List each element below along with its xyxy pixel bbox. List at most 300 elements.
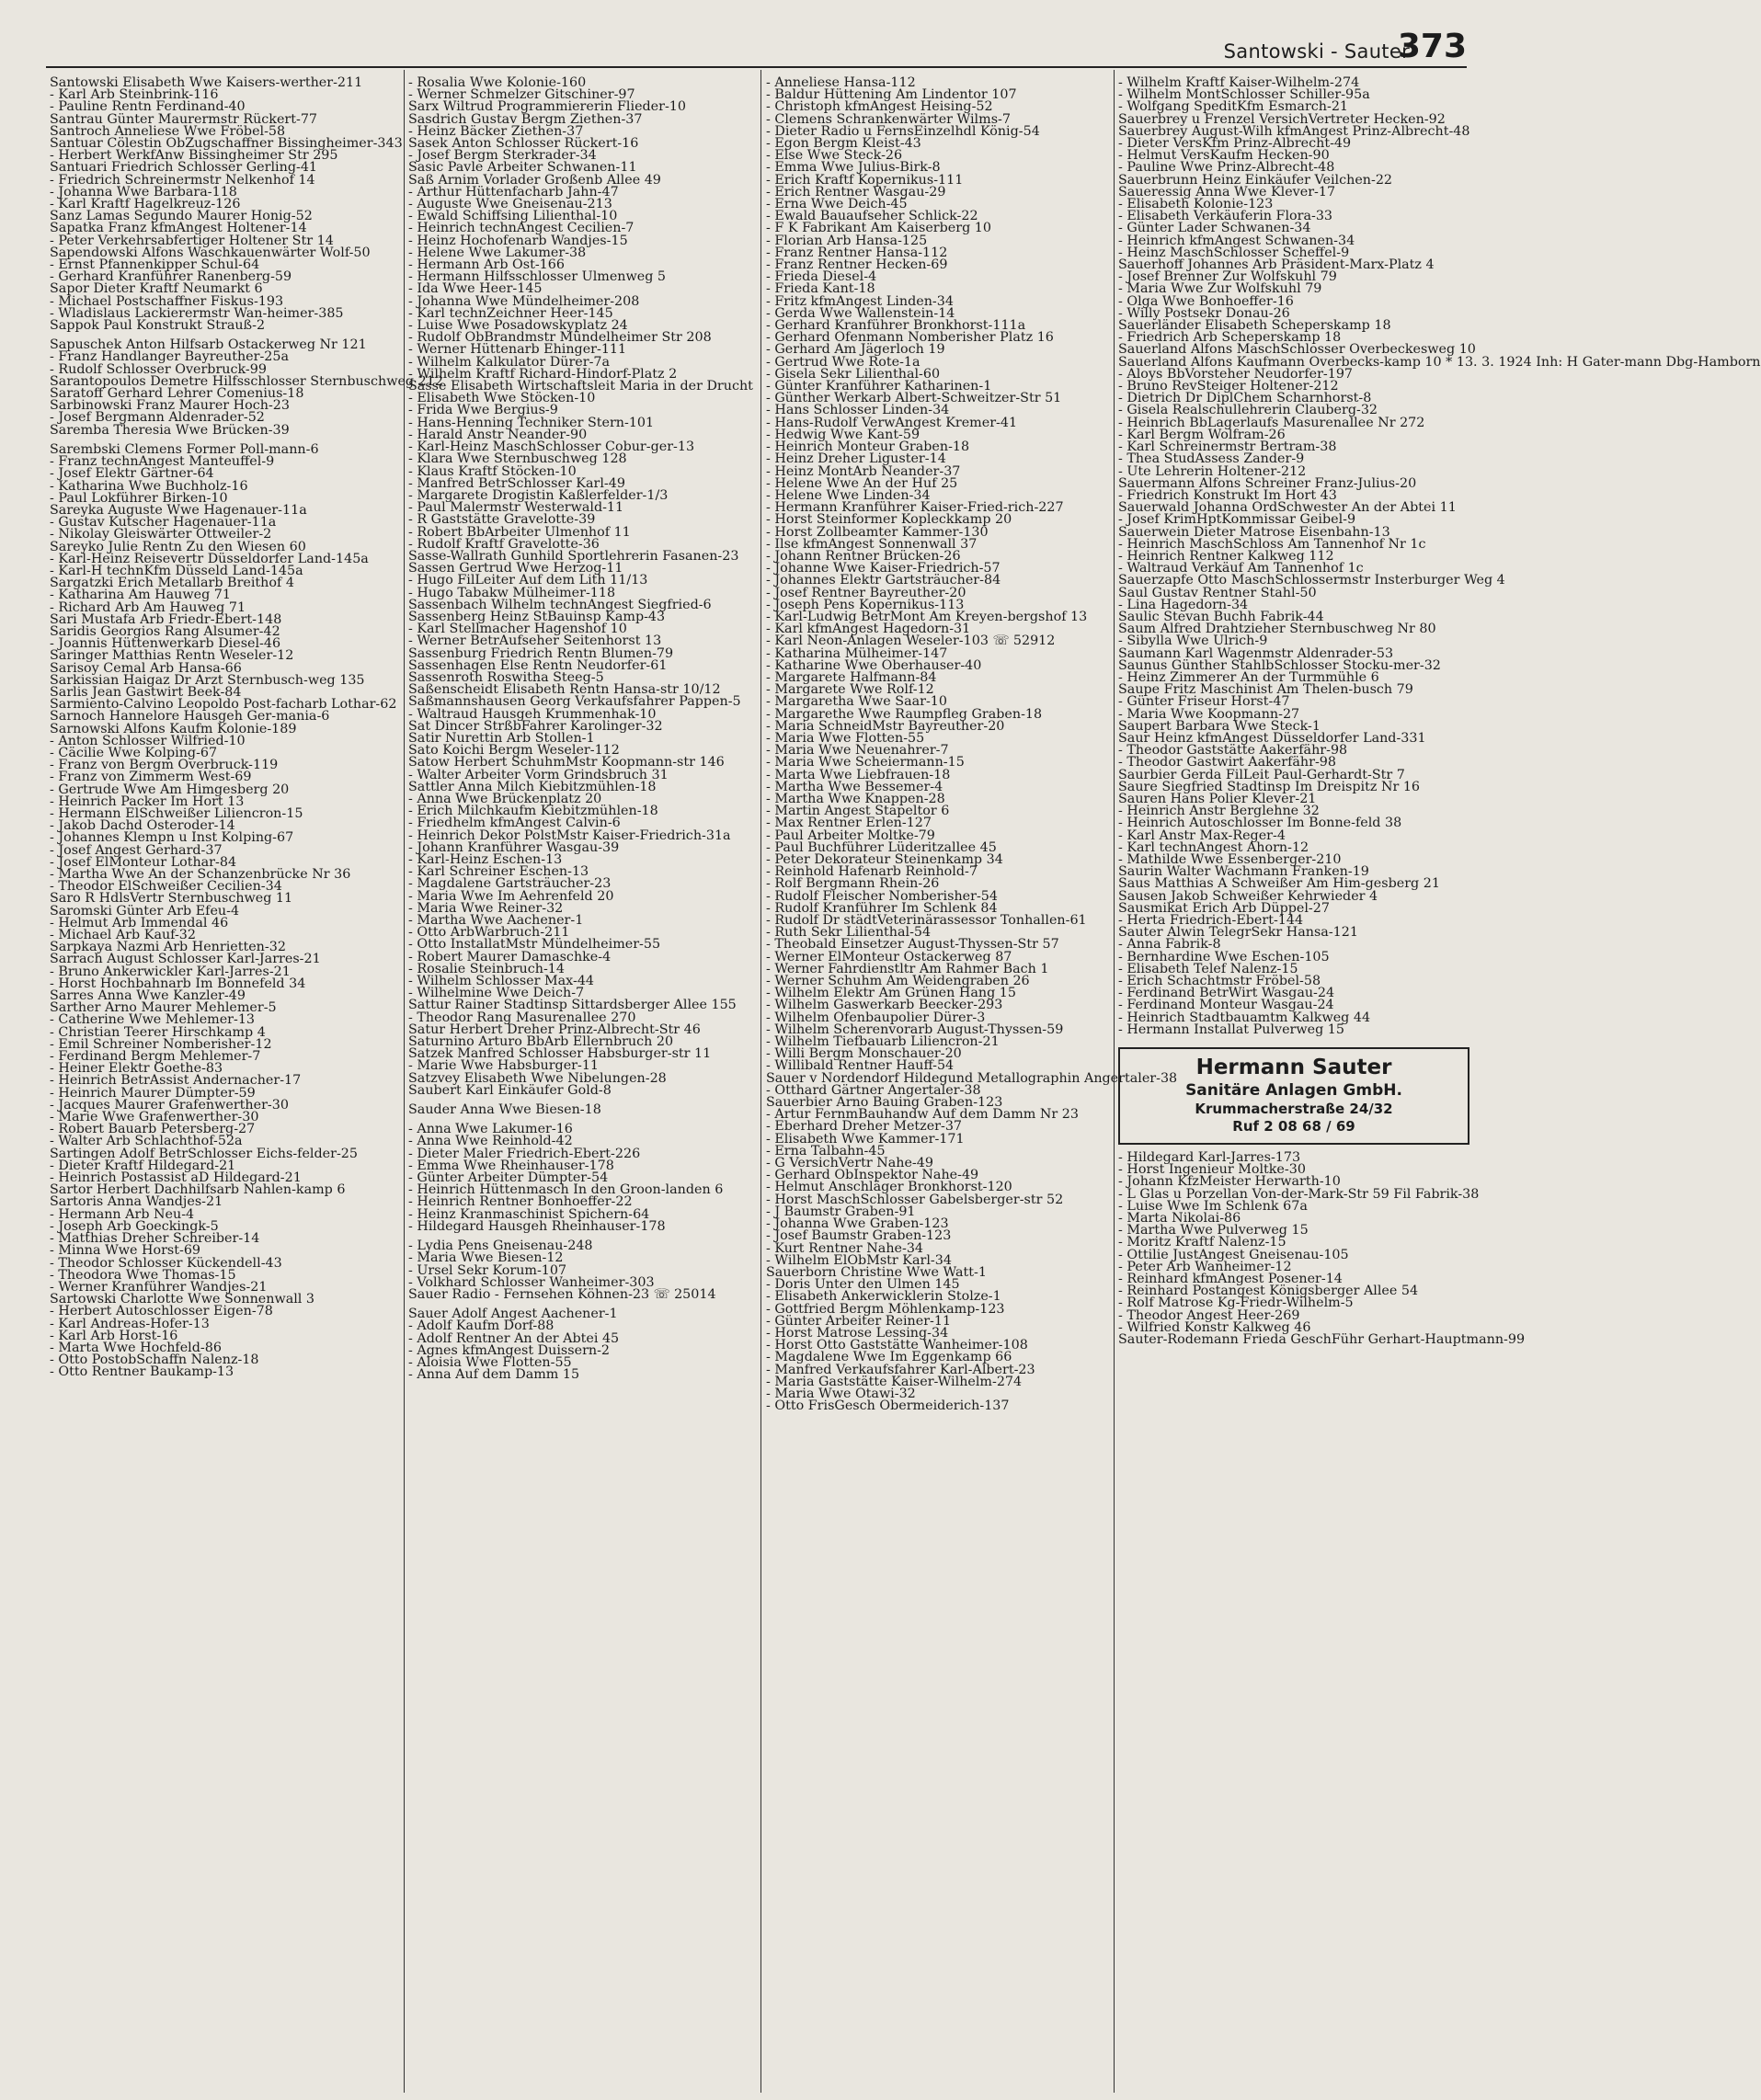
directory-entry: - Erich Schachtmstr Fröbel-58 (1118, 974, 1321, 989)
directory-entry: - Anna Fabrik-8 (1118, 937, 1221, 953)
directory-entry: - Hugo Tabakw Mülheimer-118 (408, 585, 616, 600)
directory-entry: - Artur FernmBauhandw Auf dem Damm Nr 23 (766, 1107, 1079, 1123)
directory-entry: - Otto PostobSchaffn Nalenz-18 (50, 1352, 259, 1368)
directory-entry: - Robert Bauarb Petersberg-27 (50, 1122, 256, 1137)
advertisement-box (1118, 1047, 1469, 1145)
directory-entry: - Wilhelm Gaswerkarb Beecker-293 (766, 998, 1003, 1013)
directory-entry: - Horst Otto Gaststätte Wanheimer-108 (766, 1338, 1028, 1353)
directory-entry: Sat Dincer StrßbFahrer Karolinger-32 (408, 718, 663, 734)
directory-entry: - Wilhelm MontSchlosser Schiller-95a (1118, 87, 1370, 103)
directory-entry: - Maria Wwe Im Aehrenfeld 20 (408, 888, 614, 904)
directory-entry: Saupe Fritz Maschinist Am Thelen-busch 79 (1118, 682, 1413, 698)
directory-entry: Sari Mustafa Arb Friedr-Ebert-148 (50, 611, 282, 627)
directory-entry: Saß Arnim Vorlader Großenb Allee 49 (408, 172, 661, 188)
directory-entry: - Kurt Rentner Nahe-34 (766, 1240, 924, 1256)
directory-entry: - Werner Hüttenarb Ehinger-111 (408, 342, 627, 358)
directory-entry: - Gerhard ObInspektor Nahe-49 (766, 1168, 979, 1183)
directory-entry: - Gerhard Kranführer Ranenberg-59 (50, 269, 292, 285)
directory-entry: - Anneliese Hansa-112 (766, 75, 916, 90)
directory-entry: - Karl Schreiner Eschen-13 (408, 864, 589, 880)
directory-entry: Sapatka Franz kfmAngest Holtener-14 (50, 221, 307, 236)
directory-entry: Santuari Friedrich Schlosser Gerling-41 (50, 160, 318, 176)
directory-entry: Sarther Arno Maurer Mehlemer-5 (50, 1000, 277, 1016)
directory-column-1 (50, 75, 443, 2093)
directory-entry: - Karl-Heinz Eschen-13 (408, 852, 563, 867)
directory-entry: - Marta Wwe Liebfrauen-18 (766, 767, 951, 782)
directory-entry: - Manfred Verkaufsfahrer Karl-Albert-23 (766, 1362, 1035, 1377)
directory-entry: - Aloys BbVorsteher Neudorfer-197 (1118, 366, 1354, 382)
directory-entry: Sauter-Rodemann Frieda GeschFühr Gerhart-Hauptmann-99 (1118, 1332, 1526, 1348)
directory-entry: - Egon Bergm Kleist-43 (766, 136, 921, 152)
directory-entry: - Rolf Bergmann Rhein-26 (766, 876, 940, 892)
directory-entry: - Otto ArbWarbruch-211 (408, 925, 570, 941)
directory-entry: Sausen Jakob Schweißer Kehrwieder 4 (1118, 888, 1378, 904)
directory-entry: - J Baumstr Graben-91 (766, 1204, 916, 1219)
directory-entry: - Heinrich Dekor PolstMstr Kaiser-Friedrich-31a (408, 827, 731, 843)
directory-entry: Sarantopoulos Demetre Hilfsschlosser Sternbuschweg 212 (50, 373, 443, 389)
directory-entry: - Hermann ElSchweißer Liliencron-15 (50, 805, 303, 821)
directory-entry: Saratoff Gerhard Lehrer Comenius-18 (50, 386, 304, 402)
directory-entry: - Josef ElMonteur Lothar-84 (50, 854, 237, 870)
directory-entry: - Elisabeth Wwe Stöcken-10 (408, 391, 596, 406)
directory-entry: - Hedwig Wwe Kant-59 (766, 427, 921, 442)
directory-entry: - Rudolf Schlosser Overbruck-99 (50, 361, 267, 377)
directory-entry: - Adolf Kaufm Dorf-88 (408, 1318, 555, 1334)
directory-entry: - Karl-Heinz MaschSchlosser Cobur-ger-13 (408, 439, 695, 455)
directory-entry: - Rudolf Kraftf Gravelotte-36 (408, 536, 600, 552)
directory-entry: Santroch Anneliese Wwe Fröbel-58 (50, 123, 286, 139)
directory-entry: - Otthard Gärtner Angertaler-38 (766, 1082, 981, 1098)
directory-entry: Sassenburg Friedrich Rentn Blumen-79 (408, 645, 674, 661)
directory-entry: - Josef Brenner Zur Wolfskuhl 79 (1118, 269, 1337, 285)
directory-entry: - Franz von Zimmerm West-69 (50, 770, 252, 785)
directory-entry: - Heinz Bäcker Ziethen-37 (408, 123, 584, 139)
directory-entry: - Magdalene Wwe Im Eggenkamp 66 (766, 1350, 1012, 1365)
directory-entry: Saul Gustav Rentner Stahl-50 (1118, 585, 1317, 600)
directory-entry: - Ferdinand BetrWirt Wasgau-24 (1118, 986, 1335, 1001)
directory-entry: Sauerländer Elisabeth Scheperskamp 18 (1118, 318, 1391, 334)
directory-entry: - Hermann Arb Neu-4 (50, 1206, 195, 1222)
directory-entry: Sauter Alwin TelegrSekr Hansa-121 (1118, 925, 1358, 941)
directory-entry: - Paul Lokführer Birken-10 (50, 490, 228, 506)
directory-entry: Sattler Anna Milch Kiebitzmühlen-18 (408, 779, 657, 794)
directory-entry: - Katharine Wwe Oberhauser-40 (766, 657, 982, 673)
directory-entry: - Werner BetrAufseher Seitenhorst 13 (408, 633, 662, 649)
directory-entry: - Helene Wwe An der Huf 25 (766, 475, 958, 491)
directory-entry: - Michael Arb Kauf-32 (50, 928, 196, 943)
directory-entry: - Helmut Anschläger Bronkhorst-120 (766, 1180, 1012, 1195)
directory-entry: - Katharina Mülheimer-147 (766, 645, 948, 661)
directory-entry: - Willibald Rentner Hauff-54 (766, 1058, 955, 1074)
directory-entry: - Erich Milchkaufm Kiebitzmühlen-18 (408, 804, 658, 819)
directory-entry: - Heinz MontArb Neander-37 (766, 463, 961, 479)
directory-entry: - Gerda Wwe Wallenstein-14 (766, 305, 955, 321)
directory-entry: Sarnowski Alfons Kaufm Kolonie-189 (50, 721, 297, 736)
directory-entry: - Max Rentner Erlen-127 (766, 816, 932, 831)
directory-entry: Sauerbrunn Heinz Einkäufer Veilchen-22 (1118, 172, 1393, 188)
directory-entry: - Horst MaschSchlosser Gabelsberger-str 52 (766, 1192, 1064, 1207)
directory-entry: - Werner Schmelzer Gitschiner-97 (408, 87, 635, 103)
directory-entry: - Dieter Maler Friedrich-Ebert-226 (408, 1146, 641, 1161)
directory-entry: - Wilhelmine Wwe Deich-7 (408, 986, 585, 1001)
directory-entry: - Florian Arb Hansa-125 (766, 233, 928, 248)
directory-entry: - Karl Schreinermstr Bertram-38 (1118, 439, 1337, 455)
directory-entry: - Heinrich Packer Im Hort 13 (50, 793, 245, 809)
directory-entry: - Theodora Wwe Thomas-15 (50, 1267, 236, 1283)
directory-entry: - Anton Schlosser Wilfried-10 (50, 733, 246, 748)
directory-entry: - Thea StudAssess Zander-9 (1118, 451, 1305, 467)
directory-entry: - Ferdinand Monteur Wasgau-24 (1118, 998, 1334, 1013)
directory-entry: Sasse-Wallrath Gunhild Sportlehrerin Fasanen-23 (408, 548, 739, 564)
ad-line2: Sanitäre Anlagen GmbH. (1185, 1081, 1402, 1101)
directory-entry: - Heinrich BetrAssist Andernacher-17 (50, 1073, 302, 1089)
directory-entry: - Gertrud Wwe Rote-1a (766, 354, 921, 370)
directory-entry: - Martha Wwe Pulverweg 15 (1118, 1223, 1309, 1238)
directory-entry: - Johann KfzMeister Herwarth-10 (1118, 1174, 1341, 1190)
directory-entry: Sappok Paul Konstrukt Strauß-2 (50, 318, 266, 334)
directory-entry: - Maria Wwe Otawi-32 (766, 1386, 916, 1401)
directory-entry: Saubert Karl Einkäufer Gold-8 (408, 1082, 612, 1098)
directory-entry: Sarres Anna Wwe Kanzler-49 (50, 988, 246, 1004)
directory-entry: - Gertrude Wwe Am Himgesberg 20 (50, 782, 290, 797)
directory-entry: - Heinrich kfmAngest Schwanen-34 (1118, 233, 1355, 248)
directory-entry: - Erich Kraftf Kopernikus-111 (766, 172, 964, 188)
directory-entry: - Maria Wwe Scheiermann-15 (766, 755, 965, 770)
directory-entry: - Frieda Diesel-4 (766, 269, 877, 285)
directory-entry: - Elisabeth Telef Nalenz-15 (1118, 961, 1298, 976)
ad-line3: Krummacherstraße 24/32 (1195, 1101, 1393, 1118)
directory-entry: - Johanna Wwe Graben-123 (766, 1216, 949, 1232)
directory-entry: - Auguste Wwe Gneisenau-213 (408, 197, 612, 212)
directory-entry: - Karl Bergm Wolfram-26 (1118, 427, 1286, 442)
directory-entry: - Karl Andreas-Hofer-13 (50, 1316, 210, 1331)
directory-entry: - Helmut VersKaufm Hecken-90 (1118, 148, 1330, 164)
directory-entry: Sasdrich Gustav Bergm Ziethen-37 (408, 111, 643, 127)
directory-entry: - Harald Anstr Neander-90 (408, 427, 588, 442)
directory-entry: - Heinz Zimmerer An der Turmmühle 6 (1118, 669, 1379, 685)
directory-entry: Saueressig Anna Wwe Klever-17 (1118, 184, 1336, 200)
ad-line1: Hermann Sauter (1195, 1056, 1392, 1080)
directory-entry: - Günter Arbeiter Reiner-11 (766, 1313, 952, 1329)
directory-entry: - Heinrich Maurer Dümpter-59 (50, 1085, 256, 1101)
directory-entry: - Heinz Hochofenarb Wandjes-15 (408, 233, 628, 248)
directory-entry: - Horst Matrose Lessing-34 (766, 1325, 949, 1341)
directory-entry: - Friedrich Konstrukt Im Hort 43 (1118, 487, 1337, 503)
directory-entry: - Hermann Hilfsschlosser Ulmenweg 5 (408, 269, 667, 285)
directory-entry: - Karl Kraftf Hagelkreuz-126 (50, 197, 241, 212)
directory-entry: - Hildegard Karl-Jarres-173 (1118, 1150, 1301, 1166)
directory-entry: - Bernhardine Wwe Eschen-105 (1118, 949, 1330, 964)
directory-entry: Saridis Georgios Rang Alsumer-42 (50, 623, 280, 639)
directory-entry: Santowski Elisabeth Wwe Kaisers-werther-211 (50, 75, 363, 90)
directory-entry: - Heinrich MaschSchloss Am Tannenhof Nr 1c (1118, 536, 1426, 552)
directory-entry: - Wilhelm Tiefbauarb Liliencron-21 (766, 1034, 1000, 1050)
directory-entry: Saßenscheidt Elisabeth Rentn Hansa-str 10/12 (408, 682, 721, 698)
directory-entry: Sarlis Jean Gastwirt Beek-84 (50, 684, 242, 700)
directory-entry: - Anna Wwe Brückenplatz 20 (408, 791, 602, 806)
directory-entry: - Martin Angest Stapeltor 6 (766, 804, 950, 819)
directory-entry: Sauermann Alfons Schreiner Franz-Julius-20 (1118, 475, 1417, 491)
directory-entry: - Willi Bergm Monschauer-20 (766, 1046, 962, 1062)
directory-entry: - Herbert WerkfAnw Bissingheimer Str 295 (50, 148, 338, 164)
directory-entry: - Paul Arbeiter Moltke-79 (766, 827, 935, 843)
directory-entry: - Johanna Wwe Barbara-118 (50, 184, 237, 200)
directory-entry: Sartingen Adolf BetrSchlosser Eichs-felder-25 (50, 1146, 358, 1161)
directory-entry: - Richard Arb Am Hauweg 71 (50, 599, 246, 615)
directory-entry: - Helene Wwe Linden-34 (766, 487, 931, 503)
directory-entry: - Josef Elektr Gärtner-64 (50, 466, 214, 482)
directory-entry: - Luise Wwe Posadowskyplatz 24 (408, 318, 628, 334)
column-divider (760, 70, 761, 2093)
directory-entry: Sauerland Alfons Kaufmann Overbecks-kamp 10 * 13. 3. 1924 Inh: H Gater-mann Dbg-Hamborn (1118, 354, 1761, 370)
directory-entry: Satur Herbert Dreher Prinz-Albrecht-Str 46 (408, 1021, 701, 1037)
directory-entry: - Horst Zollbeamter Kammer-130 (766, 524, 989, 540)
directory-entry: - Herta Friedrich-Ebert-144 (1118, 913, 1304, 929)
directory-entry: - Johann Rentner Brücken-26 (766, 548, 961, 564)
directory-entry: - Moritz Kraftf Nalenz-15 (1118, 1235, 1286, 1250)
directory-entry: - Ruth Sekr Lilienthal-54 (766, 925, 932, 941)
directory-entry: - Heinrich Hüttenmasch In den Groon-landen 6 (408, 1182, 724, 1198)
directory-entry: - Clemens Schrankenwärter Wilms-7 (766, 111, 1011, 127)
directory-entry: - Theobald Einsetzer August-Thyssen-Str 57 (766, 937, 1059, 953)
directory-entry: - Horst Ingenieur Moltke-30 (1118, 1162, 1306, 1178)
directory-entry: - Heinrich Postassist aD Hildegard-21 (50, 1170, 302, 1186)
directory-entry: - Catherine Wwe Mehlemer-13 (50, 1012, 256, 1028)
directory-entry: Sapor Dieter Kraftf Neumarkt 6 (50, 281, 263, 297)
directory-entry: - Waltraud Hausgeh Krummenhak-10 (408, 706, 657, 722)
directory-entry: Sassenroth Roswitha Steeg-5 (408, 669, 604, 685)
directory-entry: Satir Nurettin Arb Stollen-1 (408, 730, 595, 746)
directory-entry: Sarpkaya Nazmi Arb Henrietten-32 (50, 940, 286, 955)
directory-entry: - Ferdinand Bergm Mehlemer-7 (50, 1049, 261, 1065)
directory-entry: - Anna Auf dem Damm 15 (408, 1367, 580, 1383)
directory-entry: - Maria Wwe Biesen-12 (408, 1250, 564, 1266)
directory-entry: Sartoris Anna Wandjes-21 (50, 1194, 223, 1210)
directory-entry: - Josef Baumstr Graben-123 (766, 1228, 952, 1244)
directory-entry: - Walter Arbeiter Vorm Grindsbruch 31 (408, 767, 669, 782)
directory-entry: - Heinrich BbLagerlaufs Masurenallee Nr 272 (1118, 415, 1425, 430)
directory-entry: - Joseph Pens Kopernikus-113 (766, 597, 965, 612)
directory-entry: - Heinz Kranmaschinist Spichern-64 (408, 1206, 650, 1222)
directory-entry: - Marta Wwe Hochfeld-86 (50, 1340, 222, 1355)
directory-entry: - Rudolf Kranführer Im Schlenk 84 (766, 900, 998, 916)
directory-entry: - Cäcilie Wwe Kolping-67 (50, 745, 218, 760)
directory-entry: - Günter Kranführer Katharinen-1 (766, 379, 992, 394)
directory-entry: - Wilhelm Ofenbaupolier Dürer-3 (766, 1010, 986, 1025)
directory-entry: - Volkhard Schlosser Wanheimer-303 (408, 1274, 655, 1290)
directory-entry: - Franz von Bergm Overbruck-119 (50, 758, 279, 773)
directory-entry: - Wilhelm ElObMstr Karl-34 (766, 1252, 952, 1268)
directory-entry: - Willy Postsekr Donau-26 (1118, 305, 1290, 321)
directory-entry: - Elisabeth Kolonie-123 (1118, 197, 1274, 212)
directory-entry: - Heiner Elektr Goethe-83 (50, 1061, 223, 1077)
directory-entry: - Günter Friseur Horst-47 (1118, 694, 1290, 710)
directory-entry: - Sibylla Wwe Ulrich-9 (1118, 633, 1268, 649)
directory-entry: - Christian Teerer Hirschkamp 4 (50, 1024, 266, 1040)
directory-entry: Saus Matthias A Schweißer Am Him-gesberg 21 (1118, 876, 1440, 892)
directory-entry: Sauerwald Johanna OrdSchwester An der Abtei 11 (1118, 500, 1457, 516)
directory-entry: - Horst Steinformer Kopleckkamp 20 (766, 512, 1012, 528)
directory-entry: Sauerbrey August-Wilh kfmAngest Prinz-Albrecht-48 (1118, 123, 1470, 139)
directory-entry: - Eberhard Dreher Metzer-37 (766, 1119, 963, 1135)
directory-entry: - Heinrich Stadtbauamtm Kalkweg 44 (1118, 1010, 1371, 1025)
directory-entry: - Maria Wwe Neuenahrer-7 (766, 743, 949, 759)
directory-entry: - Johannes Elektr Gartsträucher-84 (766, 573, 1001, 588)
directory-entry: - Ursel Sekr Korum-107 (408, 1262, 567, 1278)
directory-entry: Sarx Wiltrud Programmiererin Flieder-10 (408, 99, 687, 115)
directory-entry: - Maria SchneidMstr Bayreuther-20 (766, 718, 1005, 734)
directory-entry: - F K Fabrikant Am Kaiserberg 10 (766, 221, 991, 236)
directory-entry: - Karl Neon-Anlagen Weseler-103 ☏ 52912 (766, 633, 1056, 649)
directory-entry: - Wilhelm Scherenvorarb August-Thyssen-59 (766, 1021, 1064, 1037)
directory-entry: - Rolf Matrose Kg-Friedr-Wilhelm-5 (1118, 1295, 1354, 1311)
directory-entry: - Paul Malermstr Westerwald-11 (408, 500, 624, 516)
directory-entry: Sasek Anton Schlosser Rückert-16 (408, 136, 639, 152)
directory-entry: Sauerbrey u Frenzel VersichVertreter Hecken-92 (1118, 111, 1446, 127)
directory-entry: - Heinz Dreher Liguster-14 (766, 451, 946, 467)
directory-entry: Sarisoy Cemal Arb Hansa-66 (50, 660, 242, 676)
directory-entry: - Klara Wwe Sternbuschweg 128 (408, 451, 627, 467)
directory-entry: - Friedhelm kfmAngest Calvin-6 (408, 816, 621, 831)
directory-entry: - Werner Schuhm Am Weidengraben 26 (766, 974, 1030, 989)
directory-entry: - G VersichVertr Nahe-49 (766, 1156, 933, 1171)
directory-entry: - Rosalie Steinbruch-14 (408, 961, 565, 976)
directory-entry: - Katharina Am Hauweg 71 (50, 588, 231, 603)
directory-entry: - Heinrich Autoschlosser Im Bonne-feld 38 (1118, 816, 1402, 831)
directory-entry: - Wilhelm Kraftf Kaiser-Wilhelm-274 (1118, 75, 1360, 90)
directory-entry: - Ute Lehrerin Holtener-212 (1118, 463, 1307, 479)
directory-entry: - Friedrich Schreinermstr Nelkenhof 14 (50, 172, 315, 188)
directory-entry: - Hildegard Hausgeh Rheinhauser-178 (408, 1218, 666, 1234)
directory-entry: - Paul Buchführer Lüderitzallee 45 (766, 839, 997, 855)
directory-entry: Sauerhoff Johannes Arb Präsident-Marx-Platz 4 (1118, 257, 1435, 273)
directory-entry: Saurin Walter Wachmann Franken-19 (1118, 864, 1369, 880)
directory-entry: - Wilfried Konstr Kalkweg 46 (1118, 1319, 1311, 1335)
directory-entry: - Hermann Kranführer Kaiser-Fried-rich-227 (766, 500, 1064, 516)
directory-entry: Sareyko Julie Rentn Zu den Wiesen 60 (50, 539, 306, 554)
directory-entry: - Dieter Radio u FernsEinzelhdl König-54 (766, 123, 1040, 139)
directory-entry: - Bruno Ankerwickler Karl-Jarres-21 (50, 964, 291, 979)
directory-entry: Saunus Günther StahlbSchlosser Stocku-mer-32 (1118, 657, 1441, 673)
directory-entry: - Herbert Autoschlosser Eigen-78 (50, 1304, 273, 1319)
directory-entry: - Karl Anstr Max-Reger-4 (1118, 827, 1286, 843)
directory-entry: - Margarete Drogistin Kaßlerfelder-1/3 (408, 487, 669, 503)
directory-entry: Sasse Elisabeth Wirtschaftsleit Maria in der Drucht (408, 379, 753, 394)
directory-entry: - Karl technAngest Ahorn-12 (1118, 839, 1309, 855)
directory-entry: - Werner ElMonteur Ostackerweg 87 (766, 949, 1012, 964)
directory-entry: - Werner Fahrdienstltr Am Rahmer Bach 1 (766, 961, 1049, 976)
directory-entry: Sattur Rainer Stadtinsp Sittardsberger Allee 155 (408, 998, 737, 1013)
directory-entry: - Helene Wwe Lakumer-38 (408, 245, 587, 260)
directory-entry: - R Gaststätte Gravelotte-39 (408, 512, 596, 528)
directory-entry: Saur Heinz kfmAngest Düsseldorfer Land-331 (1118, 730, 1426, 746)
directory-entry: - Dietrich Dr DiplChem Scharnhorst-8 (1118, 391, 1372, 406)
directory-entry: - Ewald Schiffsing Lilienthal-10 (408, 209, 618, 224)
directory-entry: Sassenbach Wilhelm technAngest Siegfried-6 (408, 597, 712, 612)
directory-entry: - Emma Wwe Rheinhauser-178 (408, 1158, 614, 1173)
directory-entry: - Elisabeth Verkäuferin Flora-33 (1118, 209, 1333, 224)
directory-entry: - Wladislaus Lackierermstr Wan-heimer-385 (50, 305, 344, 321)
directory-entry: - Baldur Hüttening Am Lindentor 107 (766, 87, 1017, 103)
directory-entry: Sasic Pavle Arbeiter Schwanen-11 (408, 160, 637, 176)
directory-entry: - Heinrich Monteur Graben-18 (766, 439, 970, 455)
directory-entry: - Martha Wwe An der Schanzenbrücke Nr 36 (50, 867, 351, 882)
directory-entry: - Jacques Maurer Grafenwerther-30 (50, 1097, 289, 1113)
directory-entry: Sauerbier Arno Bauing Graben-123 (766, 1095, 1003, 1111)
directory-entry: - Theodor Gastwirt Aakerfähr-98 (1118, 755, 1336, 770)
header-rule (46, 66, 1467, 68)
directory-entry: - Heinrich technAngest Cecilien-7 (408, 221, 635, 236)
directory-entry: - Johanne Wwe Kaiser-Friedrich-57 (766, 561, 1001, 576)
directory-entry: - Theodor Schlosser Kückendell-43 (50, 1255, 282, 1271)
directory-entry: - Mathilde Wwe Essenberger-210 (1118, 852, 1342, 867)
directory-entry: Sartowski Charlotte Wwe Sonnenwall 3 (50, 1292, 315, 1307)
directory-entry: - Wilhelm Elektr Am Grünen Hang 15 (766, 986, 1016, 1001)
directory-entry: - Lina Hagedorn-34 (1118, 597, 1249, 612)
directory-entry: Saturnino Arturo BbArb Ellernbruch 20 (408, 1034, 674, 1050)
directory-entry: Sarnoch Hannelore Hausgeh Ger-mania-6 (50, 709, 330, 725)
directory-entry: - Margarete Wwe Rolf-12 (766, 682, 934, 698)
directory-entry: - Gisela Realschullehrerin Clauberg-32 (1118, 403, 1378, 418)
directory-entry: - Peter Dekorateur Steinenkamp 34 (766, 852, 1003, 867)
page-number: 373 (1397, 28, 1467, 65)
directory-entry: - Reinhold Hafenarb Reinhold-7 (766, 864, 978, 880)
directory-entry: - Klaus Kraftf Stöcken-10 (408, 463, 577, 479)
directory-entry: - Johannes Klempn u Inst Kolping-67 (50, 830, 294, 846)
directory-entry: - Horst Hochbahnarb Im Bonnefeld 34 (50, 976, 306, 991)
directory-entry: - Hermann Installat Pulverweg 15 (1118, 1021, 1344, 1037)
directory-entry: - Franz Handlanger Bayreuther-25a (50, 349, 289, 365)
directory-entry: Saremba Theresia Wwe Brücken-39 (50, 422, 290, 438)
directory-entry: Sargatzki Erich Metallarb Breithof 4 (50, 576, 294, 591)
directory-entry: - Margarete Halfmann-84 (766, 669, 937, 685)
directory-entry: - Dieter VersKfm Prinz-Albrecht-49 (1118, 136, 1352, 152)
directory-entry: - Frida Wwe Bergius-9 (408, 403, 558, 418)
directory-entry: Santuar Cölestin ObZugschaffner Bissingheimer-343 (50, 136, 403, 152)
ad-line4: Ruf 2 08 68 / 69 (1232, 1118, 1355, 1136)
directory-entry: - Erna Wwe Deich-45 (766, 197, 908, 212)
directory-entry: - Heinz MaschSchlosser Scheffel-9 (1118, 245, 1350, 260)
directory-entry: - Rudolf Fleischer Nomberisher-54 (766, 888, 998, 904)
directory-entry: - Theodor ElSchweißer Cecilien-34 (50, 879, 282, 895)
directory-entry: Saringer Matthias Rentn Weseler-12 (50, 648, 294, 664)
directory-entry: - Agnes kfmAngest Duissern-2 (408, 1342, 611, 1358)
directory-entry: - Ida Wwe Heer-145 (408, 281, 543, 297)
directory-entry: - Karl Arb Horst-16 (50, 1328, 178, 1343)
directory-entry: Sausmikat Erich Arb Düppel-27 (1118, 900, 1330, 916)
directory-entry: - Wolfgang SpeditKfm Esmarch-21 (1118, 99, 1349, 115)
directory-entry: - Manfred BetrSchlosser Karl-49 (408, 475, 625, 491)
directory-entry: - Minna Wwe Horst-69 (50, 1243, 201, 1259)
directory-entry: - Josef Bergm Sterkrader-34 (408, 148, 597, 164)
directory-entry: - Margaretha Wwe Saar-10 (766, 694, 948, 710)
directory-entry: - Reinhard kfmAngest Posener-14 (1118, 1272, 1343, 1287)
directory-entry: Sarembski Clemens Former Poll-mann-6 (50, 441, 319, 457)
directory-entry: - Gerhard Ofenmann Nomberisher Platz 16 (766, 330, 1054, 346)
directory-entry: Satow Herbert SchuhmMstr Koopmann-str 146 (408, 755, 725, 770)
directory-entry: - Gerhard Kranführer Bronkhorst-111a (766, 318, 1026, 334)
directory-entry: - Karl Stellmacher Hagenshof 10 (408, 622, 627, 637)
directory-entry: - Gottfried Bergm Möhlenkamp-123 (766, 1301, 1005, 1317)
directory-entry: - Erich Rentner Wasgau-29 (766, 184, 946, 200)
directory-entry: Sarmiento-Calvino Leopoldo Post-facharb Lothar-62 (50, 697, 397, 713)
directory-entry: - Günter Lader Schwanen-34 (1118, 221, 1311, 236)
directory-entry: Sassen Gertrud Wwe Herzog-11 (408, 561, 623, 576)
directory-entry: Saßmannshausen Georg Verkaufsfahrer Pappen-5 (408, 694, 741, 710)
directory-entry: - Elisabeth Ankerwicklerin Stolze-1 (766, 1289, 1001, 1305)
directory-entry: - Ernst Pfannenkipper Schul-64 (50, 257, 260, 273)
directory-entry: - Theodor Rang Masurenallee 270 (408, 1010, 636, 1025)
